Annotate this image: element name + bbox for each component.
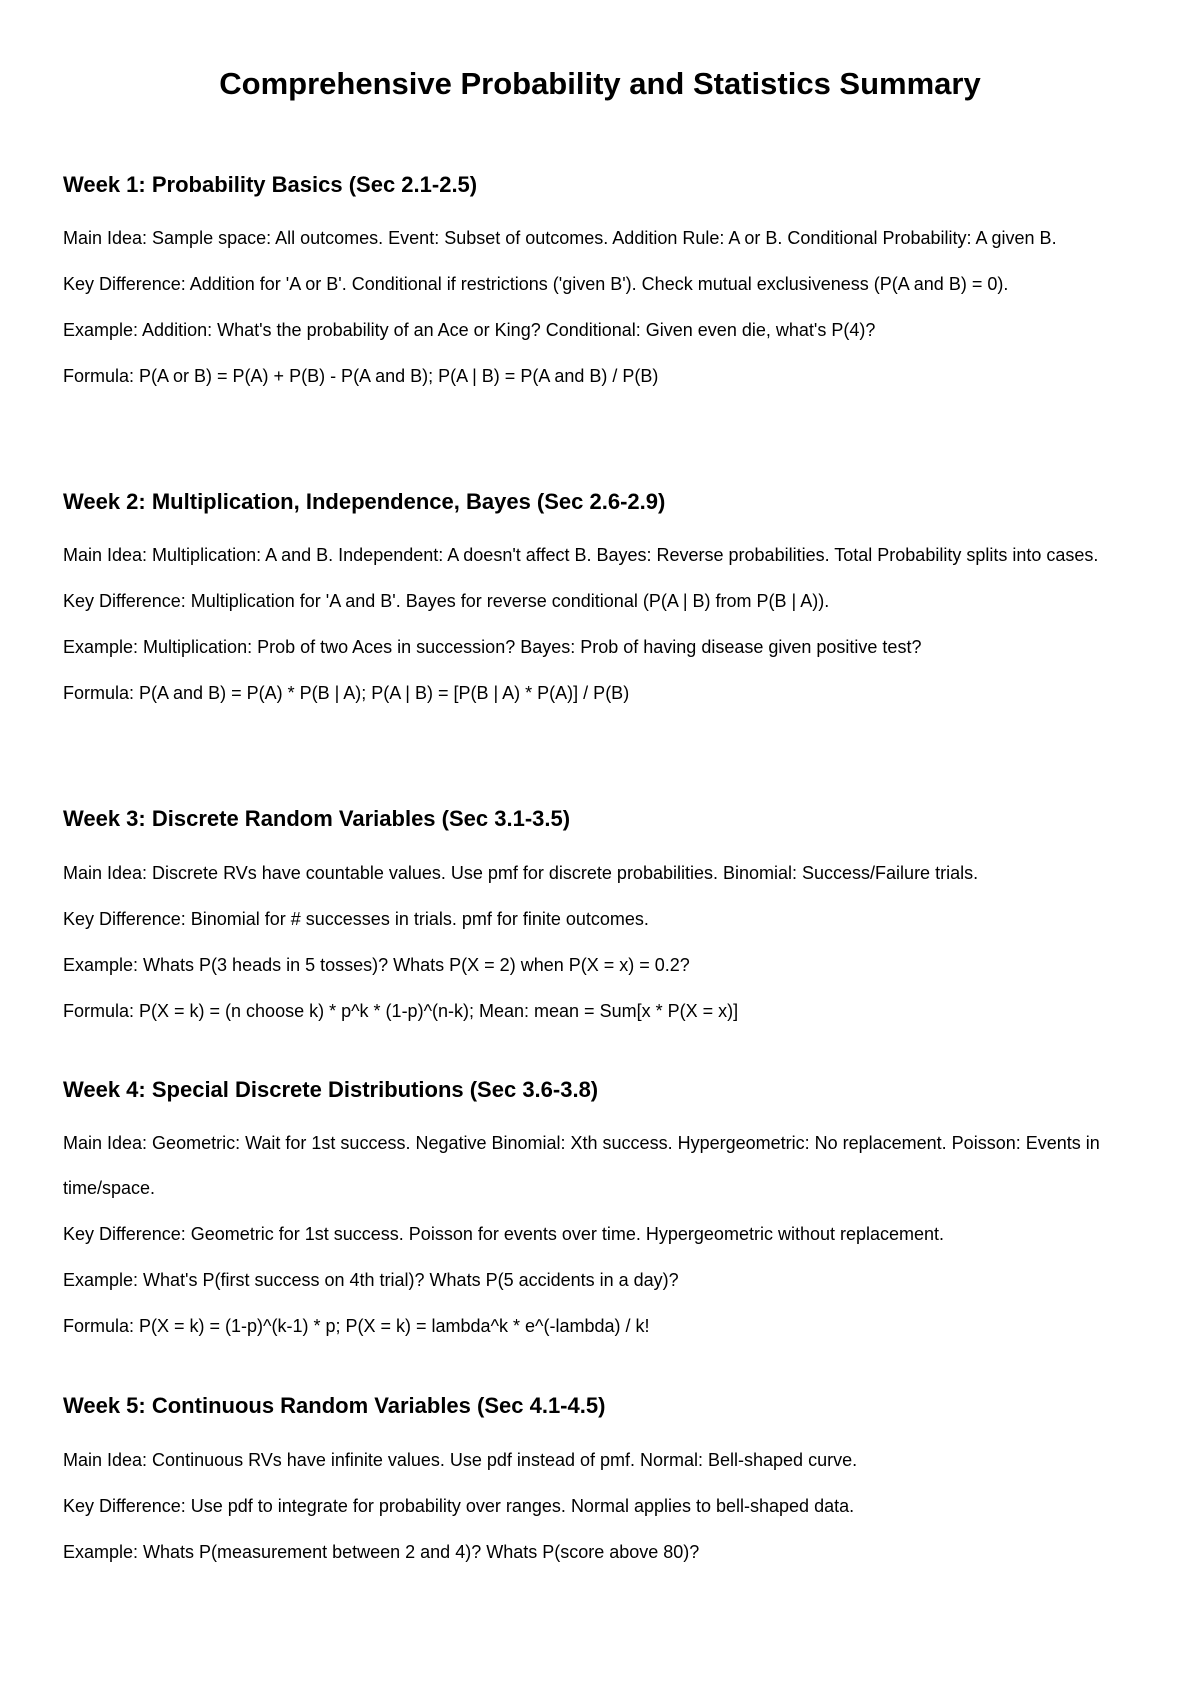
document-title: Comprehensive Probability and Statistics Summary	[219, 66, 981, 101]
section-heading: Week 5: Continuous Random Variables (Sec 4.1-4.5)	[63, 1393, 606, 1418]
formula-text: Formula: P(X = k) = (n choose k) * p^k * (1-p)^(n-k); Mean: mean = Sum[x * P(X = x)]	[63, 1001, 739, 1021]
section-week-3	[63, 804, 1148, 1034]
section-heading: Week 4: Special Discrete Distributions (Sec 3.6-3.8)	[63, 1077, 599, 1102]
key-difference-text: Key Difference: Binomial for # successes in trials. pmf for finite outcomes.	[63, 909, 649, 929]
main-idea-text: Main Idea: Multiplication: A and B. Independent: A doesn't affect B. Bayes: Reverse probabilities. Total Probability splits into cases.	[63, 545, 1099, 565]
key-difference-text: Key Difference: Geometric for 1st success. Poisson for events over time. Hypergeometric without replacement.	[63, 1224, 945, 1244]
main-idea-text: Main Idea: Geometric: Wait for 1st success. Negative Binomial: Xth success. Hypergeometric: No replacement. Poisson: Events in time/space.	[63, 1133, 1100, 1198]
formula-text: Formula: P(X = k) = (1-p)^(k-1) * p; P(X = k) = lambda^k * e^(-lambda) / k!	[63, 1316, 650, 1336]
main-idea-text: Main Idea: Discrete RVs have countable values. Use pmf for discrete probabilities. Binomial: Success/Failure trials.	[63, 863, 979, 883]
key-difference-text: Key Difference: Addition for 'A or B'. Conditional if restrictions ('given B'). Check mutual exclusiveness (P(A and B) = 0).	[63, 274, 1009, 294]
formula-text: Formula: P(A and B) = P(A) * P(B | A); P(A | B) = [P(B | A) * P(A)] / P(B)	[63, 683, 630, 703]
section-week-2	[63, 487, 1148, 716]
example-text: Example: Addition: What's the probability of an Ace or King? Conditional: Given even die, what's P(4)?	[63, 320, 876, 340]
section-week-4	[63, 1075, 1148, 1349]
section-week-5	[63, 1391, 1148, 1575]
formula-text: Formula: P(A or B) = P(A) + P(B) - P(A and B); P(A | B) = P(A and B) / P(B)	[63, 366, 659, 386]
section-heading: Week 3: Discrete Random Variables (Sec 3.1-3.5)	[63, 806, 571, 831]
section-heading: Week 2: Multiplication, Independence, Bayes (Sec 2.6-2.9)	[63, 489, 666, 514]
main-idea-text: Main Idea: Sample space: All outcomes. Event: Subset of outcomes. Addition Rule: A or B. Conditional Probability: A given B.	[63, 228, 1057, 248]
section-week-1	[63, 170, 1148, 399]
example-text: Example: Whats P(3 heads in 5 tosses)? Whats P(X = 2) when P(X = x) = 0.2?	[63, 955, 690, 975]
key-difference-text: Key Difference: Multiplication for 'A and B'. Bayes for reverse conditional (P(A | B) from P(B | A)).	[63, 591, 830, 611]
section-heading: Week 1: Probability Basics (Sec 2.1-2.5)	[63, 172, 478, 197]
example-text: Example: Whats P(measurement between 2 and 4)? Whats P(score above 80)?	[63, 1542, 700, 1562]
example-text: Example: Multiplication: Prob of two Aces in succession? Bayes: Prob of having disease given positive test?	[63, 637, 922, 657]
key-difference-text: Key Difference: Use pdf to integrate for probability over ranges. Normal applies to bell-shaped data.	[63, 1496, 855, 1516]
main-idea-text: Main Idea: Continuous RVs have infinite values. Use pdf instead of pmf. Normal: Bell-shaped curve.	[63, 1450, 858, 1470]
example-text: Example: What's P(first success on 4th trial)? Whats P(5 accidents in a day)?	[63, 1270, 679, 1290]
